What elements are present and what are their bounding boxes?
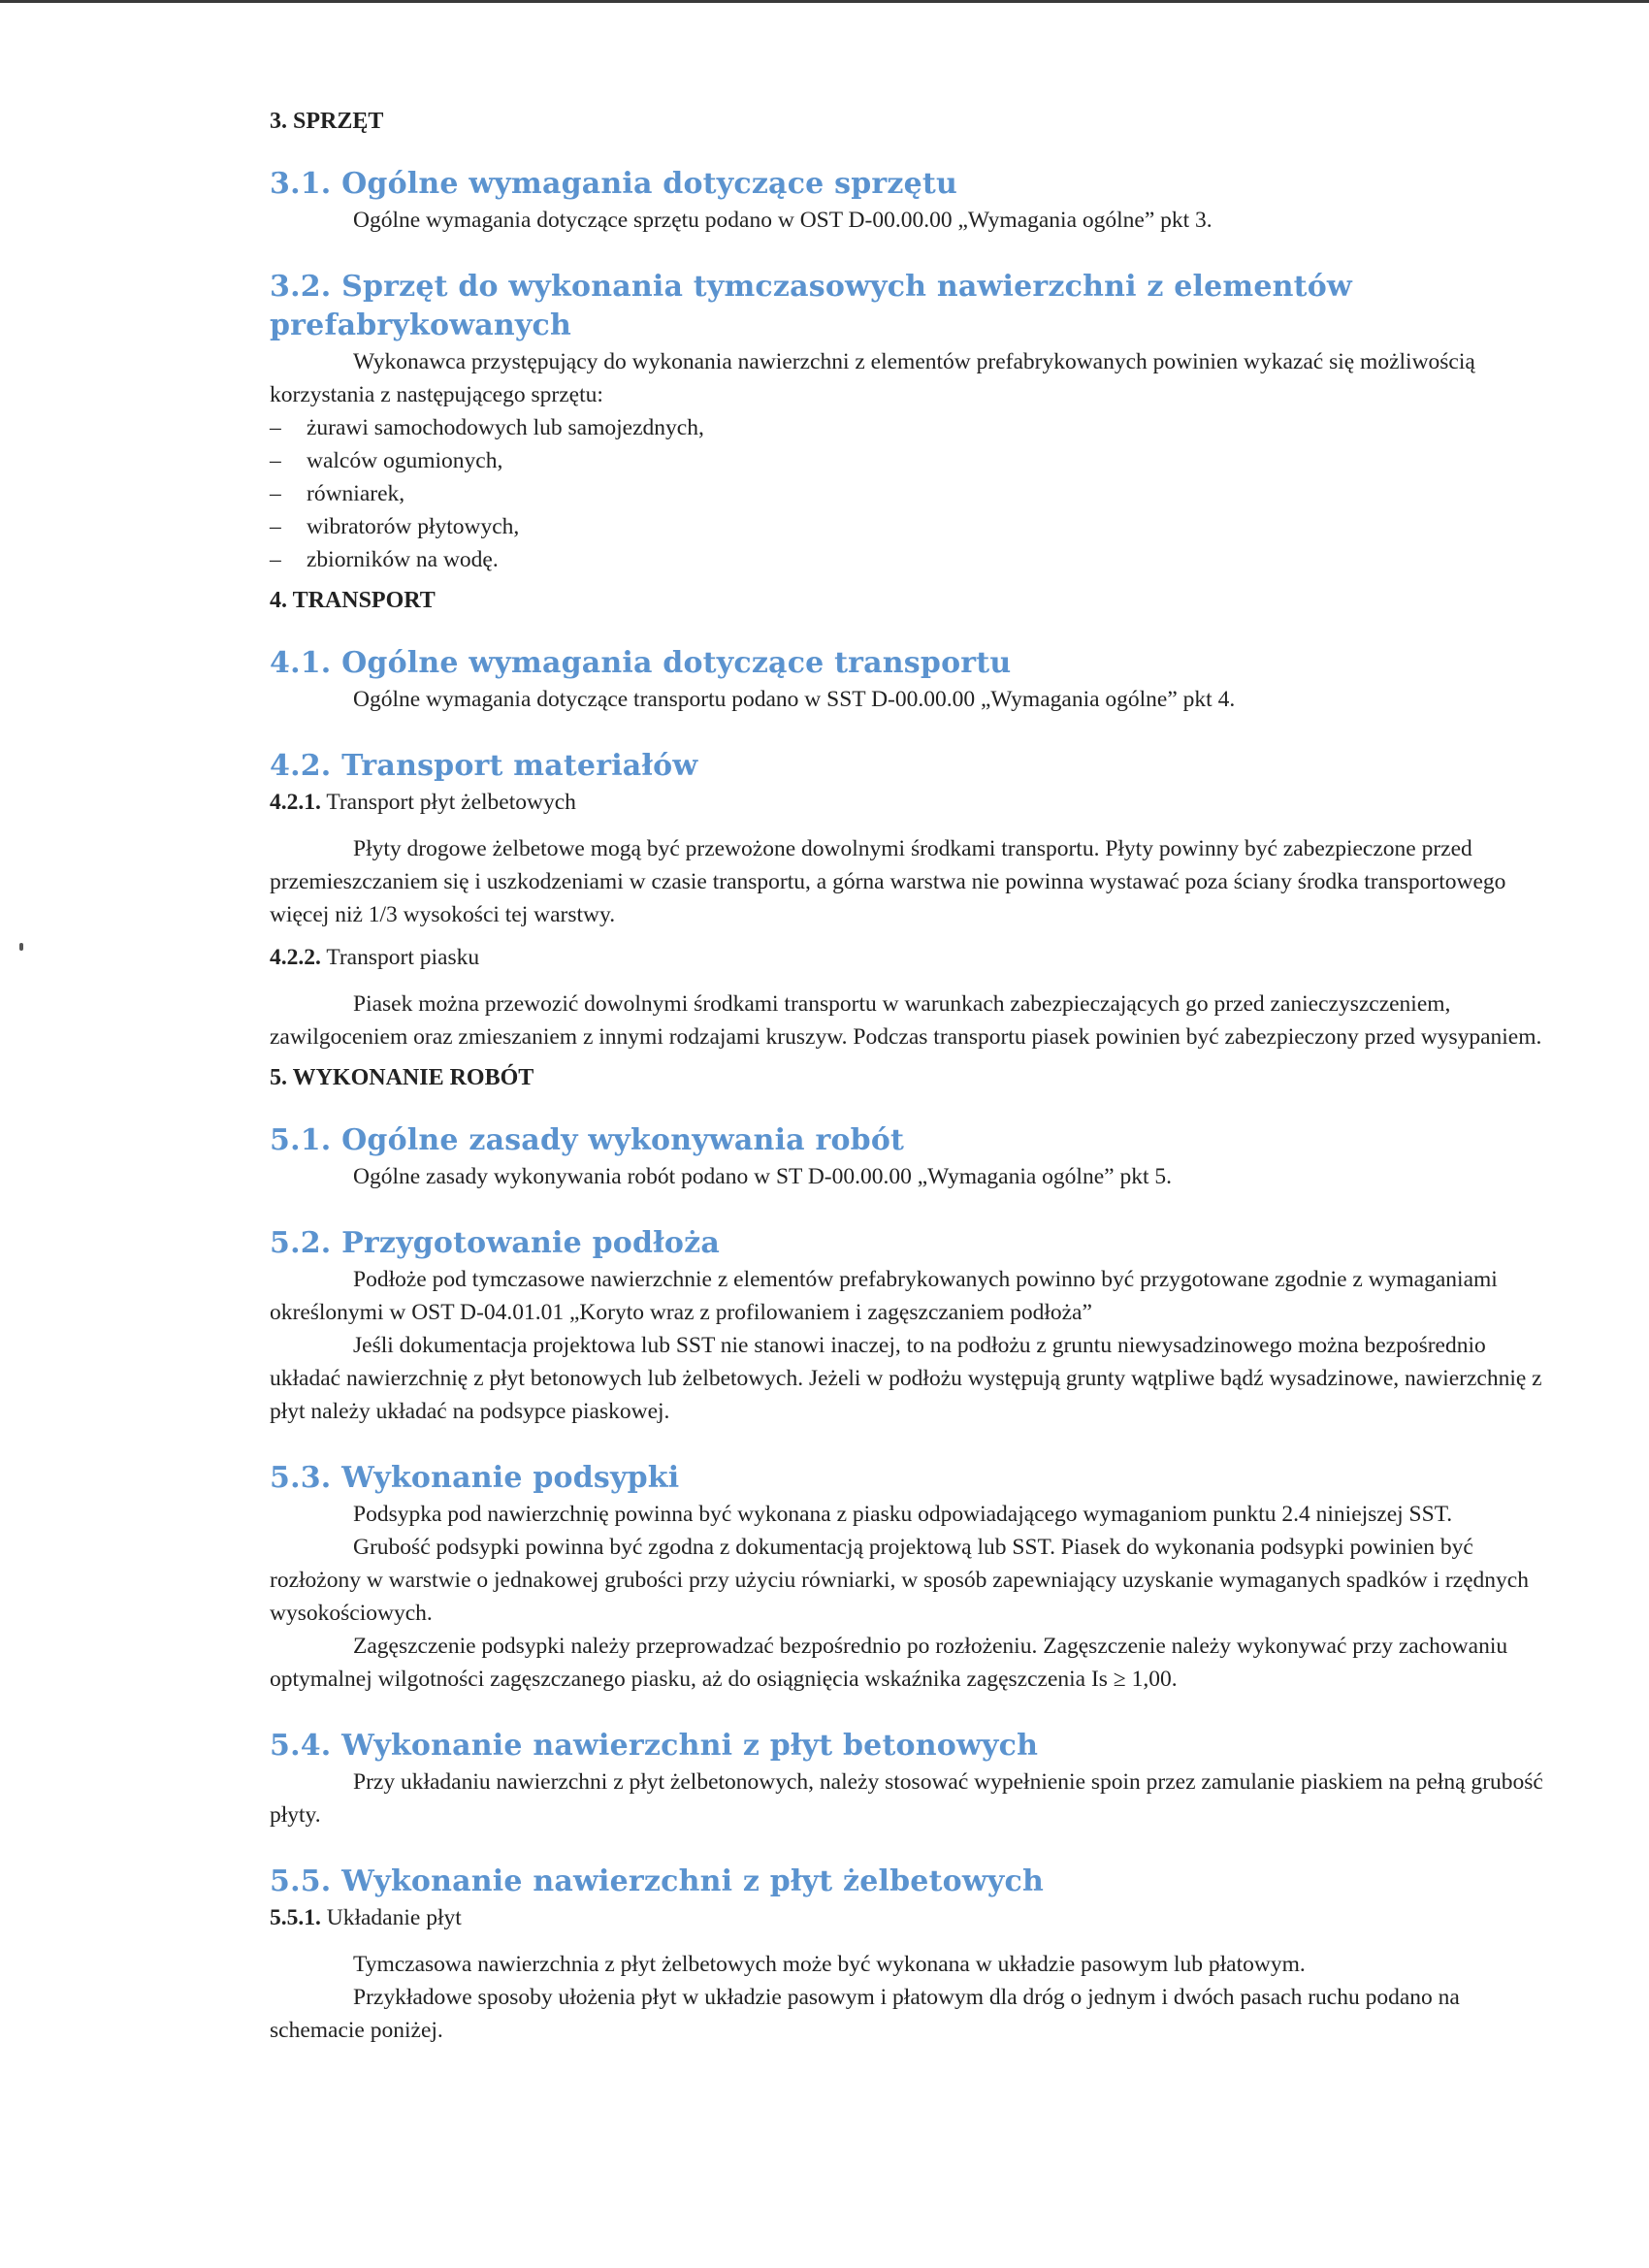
- chapter-4-title: 4. TRANSPORT: [270, 588, 436, 613]
- paragraph-5-5-1-b: Przykładowe sposoby ułożenia płyt w układzie pasowym i płatowym dla dróg o jednym i dwóch pasach ruchu podano na schemacie poniżej.: [270, 1985, 1460, 2043]
- heading-5-5: 5.5. Wykonanie nawierzchni z płyt żelbetowych: [270, 1864, 1044, 1898]
- equipment-list: [270, 411, 1550, 576]
- subheading-number: 4.2.1.: [270, 790, 321, 815]
- subheading-label: Układanie płyt: [326, 1905, 462, 1930]
- chapter-3-title: 3. SPRZĘT: [270, 109, 384, 134]
- heading-5-2: 5.2. Przygotowanie podłoża: [270, 1226, 720, 1260]
- subheading-4-2-1: [270, 786, 1550, 819]
- paragraph-4-1: Ogólne wymagania dotyczące transportu podano w SST D-00.00.00 „Wymagania ogólne” pkt 4.: [353, 687, 1236, 712]
- subheading-number: 4.2.2.: [270, 945, 321, 970]
- subheading-label: Transport płyt żelbetowych: [326, 790, 576, 815]
- subheading-number: 5.5.1.: [270, 1905, 321, 1930]
- paragraph-3-2: Wykonawca przystępujący do wykonania nawierzchni z elementów prefabrykowanych powinien wykazać się możliwością korzystania z następującego sprzętu:: [270, 349, 1475, 407]
- paragraph-5-2-b: Jeśli dokumentacja projektowa lub SST nie stanowi inaczej, to na podłożu z gruntu niewysadzinowego można bezpośrednio układać nawierzchnię z płyt betonowych lub żelbetowych. Jeżeli w podłożu występują grunty wątpliwe bądź wysadzinowe, nawierzchnię z płyt należy układać na podsypce piaskowej.: [270, 1333, 1542, 1424]
- heading-3-1: 3.1. Ogólne wymagania dotyczące sprzętu: [270, 167, 957, 201]
- paragraph-4-2-2: Piasek można przewozić dowolnymi środkami transportu w warunkach zabezpieczających go przed zanieczyszczeniem, zawilgoceniem oraz zmieszaniem z innymi rodzajami kruszyw. Podczas transportu piasek powinien być zabezpieczony przed wysypaniem.: [270, 991, 1542, 1050]
- heading-5-3: 5.3. Wykonanie podsypki: [270, 1461, 680, 1495]
- heading-3-2: 3.2. Sprzęt do wykonania tymczasowych nawierzchni z elementów prefabrykowanych: [270, 270, 1352, 342]
- paragraph-5-3-b: Grubość podsypki powinna być zgodna z dokumentacją projektową lub SST. Piasek do wykonania podsypki powinien być rozłożony w warstwie o jednakowej grubości przy użyciu równiarki, w sposób zapewniający uzyskanie wymaganych spadków i rzędnych wysokościowych.: [270, 1535, 1529, 1626]
- heading-5-1: 5.1. Ogólne zasady wykonywania robót: [270, 1123, 905, 1157]
- paragraph-5-1: Ogólne zasady wykonywania robót podano w ST D-00.00.00 „Wymagania ogólne” pkt 5.: [353, 1164, 1172, 1189]
- paragraph-5-3-a: Podsypka pod nawierzchnię powinna być wykonana z piasku odpowiadającego wymaganiom punktu 2.4 niniejszej SST.: [353, 1502, 1453, 1527]
- heading-4-2: 4.2. Transport materiałów: [270, 749, 698, 783]
- heading-4-1: 4.1. Ogólne wymagania dotyczące transportu: [270, 646, 1012, 680]
- list-item: – zbiorników na wodę.: [270, 543, 1550, 576]
- list-item: – walców ogumionych,: [270, 444, 1550, 477]
- paragraph-5-5-1-a: Tymczasowa nawierzchnia z płyt żelbetowych może być wykonana w układzie pasowym lub płatowym.: [353, 1952, 1306, 1977]
- list-item: – żurawi samochodowych lub samojezdnych,: [270, 411, 1550, 444]
- heading-5-4: 5.4. Wykonanie nawierzchni z płyt betonowych: [270, 1729, 1039, 1763]
- paragraph-3-1: Ogólne wymagania dotyczące sprzętu podano w OST D-00.00.00 „Wymagania ogólne” pkt 3.: [353, 208, 1212, 233]
- chapter-5-title: 5. WYKONANIE ROBÓT: [270, 1065, 534, 1090]
- scan-top-edge: [0, 0, 1649, 3]
- list-item: – wibratorów płytowych,: [270, 510, 1550, 543]
- list-item: – równiarek,: [270, 477, 1550, 510]
- subheading-label: Transport piasku: [326, 945, 480, 970]
- subheading-5-5-1: [270, 1901, 1550, 1934]
- paragraph-5-4: Przy układaniu nawierzchni z płyt żelbetonowych, należy stosować wypełnienie spoin przez zamulanie piaskiem na pełną grubość płyty.: [270, 1769, 1543, 1828]
- subheading-4-2-2: [270, 941, 1550, 974]
- paragraph-5-3-c: Zagęszczenie podsypki należy przeprowadzać bezpośrednio po rozłożeniu. Zagęszczenie należy wykonywać przy zachowaniu optymalnej wilgotności zagęszczanego piasku, aż do osiągnięcia wskaźnika zagęszczenia Is ≥ 1,00.: [270, 1634, 1508, 1692]
- document-page: [270, 105, 1550, 2047]
- scan-speck: [19, 943, 23, 951]
- paragraph-4-2-1: Płyty drogowe żelbetowe mogą być przewożone dowolnymi środkami transportu. Płyty powinny być zabezpieczone przed przemieszczaniem się i uszkodzeniami w czasie transportu, a górna warstwa nie powinna wystawać poza ściany środka transportowego więcej niż 1/3 wysokości tej warstwy.: [270, 836, 1506, 927]
- paragraph-5-2-a: Podłoże pod tymczasowe nawierzchnie z elementów prefabrykowanych powinno być przygotowane zgodnie z wymaganiami określonymi w OST D-04.01.01 „Koryto wraz z profilowaniem i zagęszczaniem podłoża”: [270, 1267, 1498, 1325]
